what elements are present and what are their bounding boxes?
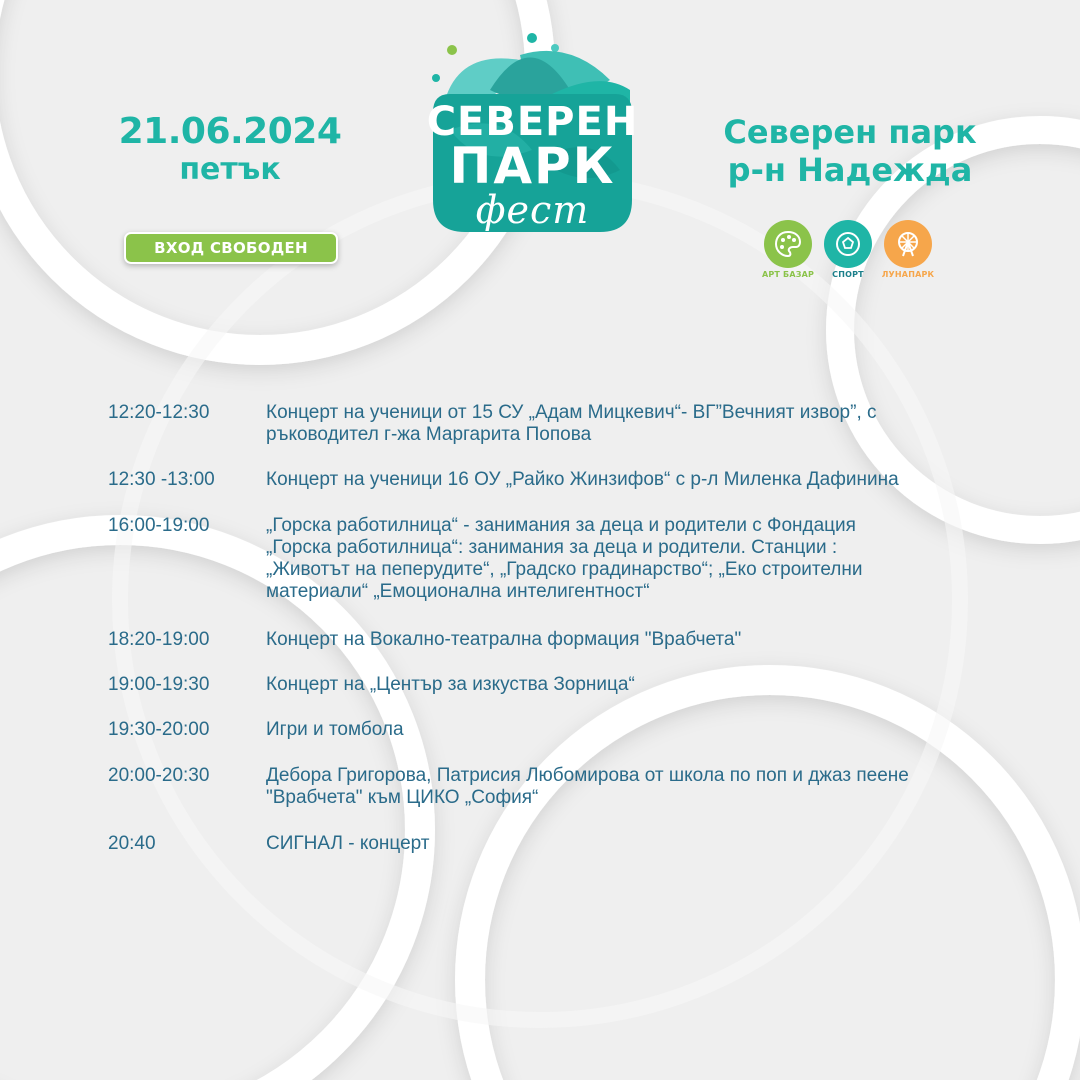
schedule-description [266,515,1038,603]
schedule-description [266,719,1038,741]
schedule-line: материали“ „Емоционална интелигентност“ [266,581,650,602]
schedule-line: СИГНАЛ - концерт [266,833,430,854]
ball-icon [824,220,872,268]
schedule-time: 19:30-20:00 [108,719,210,740]
schedule-line: Концерт на ученици 16 ОУ „Райко Жинзифов“ с р-л Миленка Дафинина [266,469,899,490]
badge-label-art: АРТ БАЗАР [761,270,815,279]
schedule-description [266,833,1038,855]
schedule-description [266,765,1038,809]
badge-label-sport: СПОРТ [832,270,864,279]
schedule-time: 16:00-19:00 [108,515,210,536]
event-district: р-н Надежда [727,151,973,189]
schedule-description [266,469,1038,491]
schedule-description [266,674,1038,696]
schedule-line: „Животът на пеперудите“, „Градско градинарство“; „Еко строителни [266,559,863,580]
event-location: Северен парк [723,113,977,151]
schedule-time: 18:20-19:00 [108,629,210,650]
palette-icon [764,220,812,268]
event-date: 21.06.2024 [118,111,342,152]
badge-label-lunapark: ЛУНАПАРК [881,270,935,279]
festival-logo [420,30,645,245]
free-entry-button[interactable]: ВХОД СВОБОДЕН [124,232,338,264]
schedule-time: 19:00-19:30 [108,674,210,695]
schedule-time: 12:30 -13:00 [108,469,215,490]
schedule-description [266,629,1038,651]
event-weekday: петък [179,152,281,187]
schedule-line: Концерт на Вокално-театрална формация "Врабчета" [266,629,742,650]
badge-lunapark [881,220,935,279]
schedule-line: "Врабчета" към ЦИКО „София“ [266,787,539,808]
schedule-line: Концерт на „Център за изкуства Зорница“ [266,674,635,695]
logo-text-line3: фест [475,188,590,232]
badge-art-bazaar [761,220,815,279]
schedule-line: „Горска работилница“ - занимания за деца и родители с Фондация [266,515,856,536]
badge-sport [821,220,875,279]
schedule-line: „Горска работилница“: занимания за деца и родители. Станции : [266,537,838,558]
ferris-wheel-icon [884,220,932,268]
logo-text-line2: ПАРК [449,137,616,195]
schedule-line: Игри и томбола [266,719,404,740]
schedule-line: Концерт на ученици от 15 СУ „Адам Мицкевич“- ВГ”Вечният извор”, с [266,402,877,423]
schedule-time: 12:20-12:30 [108,402,210,423]
logo-text-line1: СЕВЕРЕН [426,99,639,145]
schedule-line: Дебора Григорова, Патрисия Любомирова от школа по поп и джаз пеене [266,765,909,786]
schedule-time: 20:00-20:30 [108,765,210,786]
schedule-description [266,402,1038,446]
schedule-time: 20:40 [108,833,156,854]
schedule-line: ръководител г-жа Маргарита Попова [266,424,592,445]
